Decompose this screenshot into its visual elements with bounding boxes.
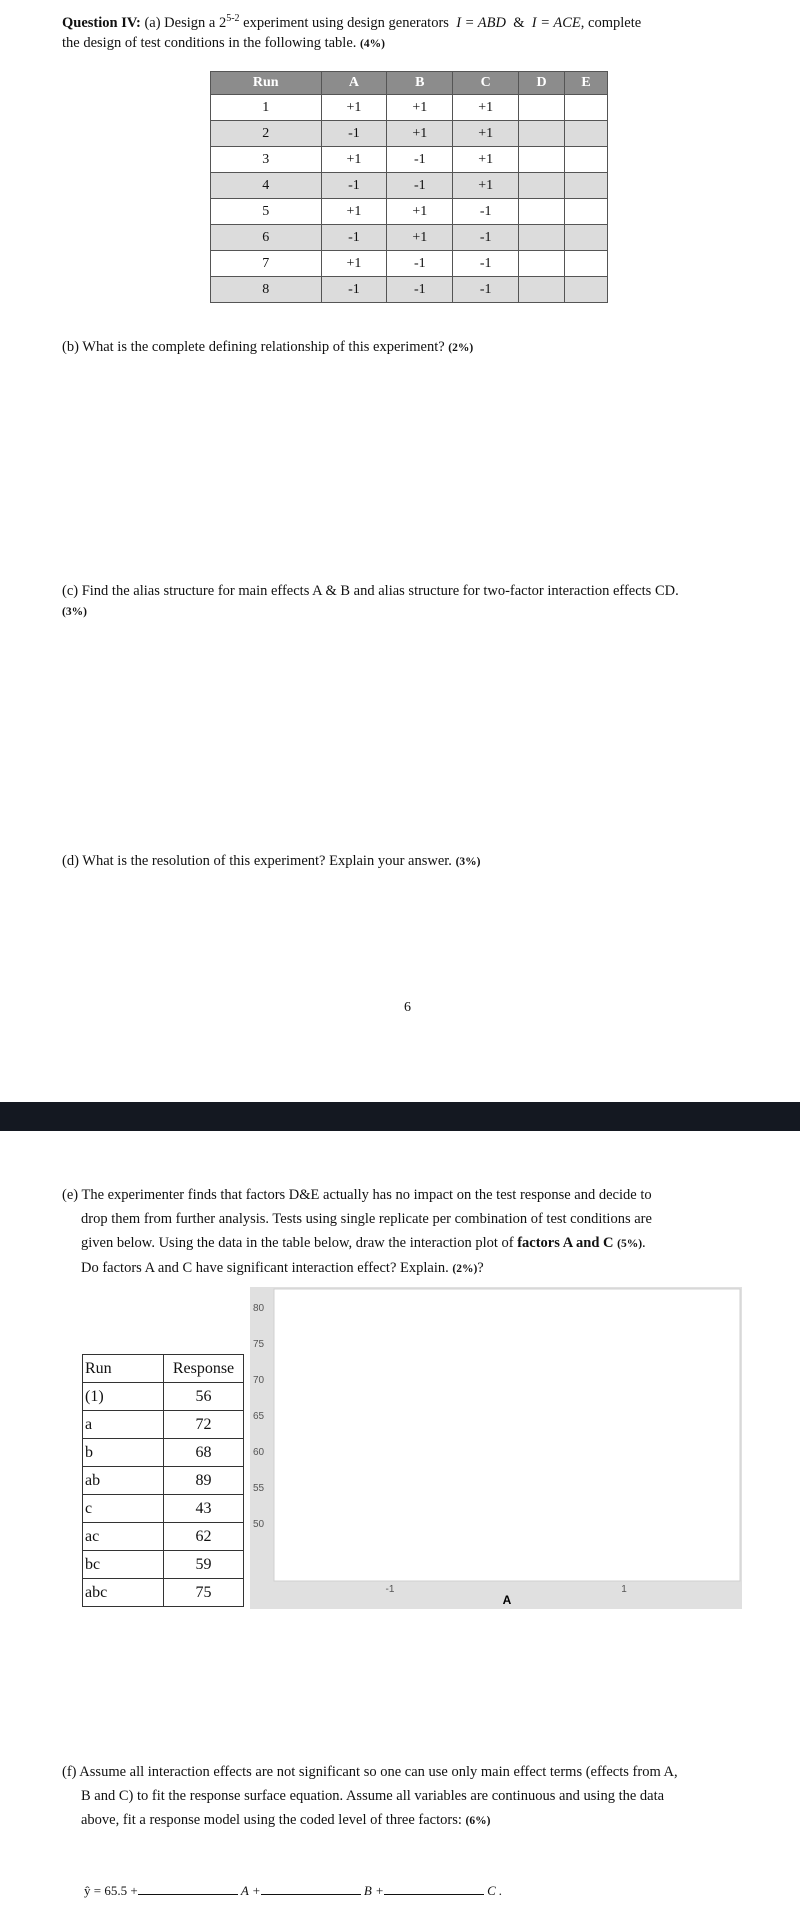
table-row <box>83 1383 244 1411</box>
b-cell: +1 <box>387 121 453 147</box>
table-row <box>211 277 608 303</box>
part-e-line-4: Do factors A and C have significant interaction effect? Explain. <box>81 1260 449 1276</box>
table-row <box>83 1551 244 1579</box>
question-a <box>62 9 762 54</box>
response-cell: 59 <box>164 1551 244 1579</box>
part-e-points-2: (2%) <box>452 1263 478 1275</box>
run-cell: c <box>83 1495 164 1523</box>
page-separator <box>0 1102 800 1131</box>
generator-2: I = ACE <box>531 14 581 31</box>
run-cell: 2 <box>211 121 322 147</box>
col-header-b: B <box>387 72 453 95</box>
part-f-line-1: (f) Assume all interaction effects are not significant so one can use only main effect terms (effects from A, <box>62 1764 678 1780</box>
d-cell[interactable] <box>519 121 565 147</box>
c-cell: -1 <box>453 277 519 303</box>
col-header-d: D <box>519 72 565 95</box>
part-e-line-1: (e) The experimenter finds that factors D&E actually has no impact on the test response and decide to <box>62 1187 652 1203</box>
a-cell: +1 <box>321 199 387 225</box>
run-cell: 5 <box>211 199 322 225</box>
part-c-text: (c) Find the alias structure for main effects A & B and alias structure for two-factor interaction effects CD. <box>62 583 679 599</box>
col-header-response: Response <box>164 1355 244 1383</box>
question-c <box>62 581 782 622</box>
table-row <box>211 95 608 121</box>
run-cell: 1 <box>211 95 322 121</box>
a-cell: -1 <box>321 121 387 147</box>
part-f-line-3: above, fit a response model using the coded level of three factors: <box>81 1812 462 1828</box>
run-cell: 4 <box>211 173 322 199</box>
response-cell: 68 <box>164 1439 244 1467</box>
part-e-line-3: given below. Using the data in the table below, draw the interaction plot of <box>81 1235 514 1251</box>
coef-b-blank[interactable] <box>261 1880 361 1895</box>
table-row <box>83 1467 244 1495</box>
part-a-points: (4%) <box>360 37 385 50</box>
question-f <box>62 1760 762 1833</box>
e-cell[interactable] <box>565 251 608 277</box>
y-tick-label: 70 <box>253 1375 265 1386</box>
e-cell[interactable] <box>565 121 608 147</box>
part-e-line-4-end: ? <box>477 1260 484 1276</box>
x-axis-label: A <box>502 1593 512 1607</box>
c-cell: -1 <box>453 225 519 251</box>
table-row <box>211 199 608 225</box>
table-row <box>83 1439 244 1467</box>
coef-a-blank[interactable] <box>138 1880 238 1895</box>
b-cell: -1 <box>387 251 453 277</box>
table-row <box>83 1523 244 1551</box>
part-a-text-2: experiment using design generators <box>243 14 449 31</box>
part-a-text-1: (a) Design a <box>144 14 216 31</box>
c-cell: +1 <box>453 121 519 147</box>
part-a-text-3: , complete <box>580 14 642 31</box>
ampersand: & <box>513 14 525 31</box>
part-e-line-2: drop them from further analysis. Tests using single replicate per combination of test conditions are <box>81 1211 652 1227</box>
table-row <box>211 225 608 251</box>
part-e-line-3-end: . <box>642 1235 646 1251</box>
design-table-header <box>211 72 608 95</box>
part-c-points: (3%) <box>62 606 87 618</box>
table-row <box>83 1495 244 1523</box>
d-cell[interactable] <box>519 199 565 225</box>
b-cell: +1 <box>387 225 453 251</box>
d-cell[interactable] <box>519 173 565 199</box>
x-tick-label: -1 <box>385 1584 395 1595</box>
c-cell: +1 <box>453 173 519 199</box>
part-f-points: (6%) <box>465 1815 491 1827</box>
response-cell: 89 <box>164 1467 244 1495</box>
y-tick-label: 60 <box>253 1447 265 1458</box>
y-tick-label: 50 <box>253 1519 265 1530</box>
response-cell: 56 <box>164 1383 244 1411</box>
response-cell: 75 <box>164 1579 244 1607</box>
d-cell[interactable] <box>519 147 565 173</box>
b-cell: +1 <box>387 199 453 225</box>
a-cell: +1 <box>321 95 387 121</box>
run-cell: 3 <box>211 147 322 173</box>
part-a-text-4: the design of test conditions in the following table. <box>62 34 357 51</box>
run-cell: 7 <box>211 251 322 277</box>
a-cell: -1 <box>321 173 387 199</box>
table-row <box>211 121 608 147</box>
equation-b-term: B + <box>363 1883 384 1898</box>
a-cell: -1 <box>321 225 387 251</box>
col-header-a: A <box>321 72 387 95</box>
e-cell[interactable] <box>565 147 608 173</box>
design-table <box>210 71 608 303</box>
part-d-text: (d) What is the resolution of this experiment? Explain your answer. <box>62 853 452 869</box>
x-tick-label: 1 <box>621 1584 627 1595</box>
response-table-header <box>83 1355 244 1383</box>
question-label: Question IV: <box>62 14 141 31</box>
question-d <box>62 851 762 872</box>
d-cell[interactable] <box>519 225 565 251</box>
col-header-c: C <box>453 72 519 95</box>
table-row <box>211 147 608 173</box>
a-cell: +1 <box>321 251 387 277</box>
coef-c-blank[interactable] <box>384 1880 484 1895</box>
response-cell: 62 <box>164 1523 244 1551</box>
question-b <box>62 337 762 358</box>
run-cell: bc <box>83 1551 164 1579</box>
e-cell[interactable] <box>565 199 608 225</box>
equation-a-term: A + <box>240 1883 261 1898</box>
response-cell: 72 <box>164 1411 244 1439</box>
col-header-e: E <box>565 72 608 95</box>
table-row <box>83 1579 244 1607</box>
run-cell: ab <box>83 1467 164 1495</box>
c-cell: -1 <box>453 251 519 277</box>
run-cell: b <box>83 1439 164 1467</box>
design-notation: 2$^{5-2}$ <box>218 13 240 31</box>
page-number: 6 <box>404 1000 411 1015</box>
table-row <box>211 251 608 277</box>
run-cell: 8 <box>211 277 322 303</box>
c-cell: +1 <box>453 95 519 121</box>
e-cell[interactable] <box>565 173 608 199</box>
interaction-plot[interactable] <box>250 1287 742 1609</box>
y-tick-label: 80 <box>253 1303 265 1314</box>
run-cell: 6 <box>211 225 322 251</box>
c-cell: +1 <box>453 147 519 173</box>
question-e <box>62 1183 762 1281</box>
part-f-line-2: B and C) to fit the response surface equation. Assume all variables are continuous and using the data <box>81 1788 665 1804</box>
y-tick-label: 65 <box>253 1411 265 1422</box>
part-d-points: (3%) <box>455 856 481 868</box>
part-e-points-1: (5%) <box>617 1238 643 1250</box>
plot-area[interactable] <box>274 1289 740 1581</box>
table-row <box>211 173 608 199</box>
c-cell: -1 <box>453 199 519 225</box>
b-cell: +1 <box>387 95 453 121</box>
e-cell[interactable] <box>565 95 608 121</box>
part-b-points: (2%) <box>448 342 474 354</box>
b-cell: -1 <box>387 147 453 173</box>
part-e-factors: factors A and C <box>517 1235 614 1251</box>
equation-intercept: ŷ = 65.5 + <box>84 1883 138 1898</box>
generator-1: I = ABD <box>456 14 506 31</box>
b-cell: -1 <box>387 277 453 303</box>
run-cell: ac <box>83 1523 164 1551</box>
d-cell[interactable] <box>519 95 565 121</box>
run-cell: (1) <box>83 1383 164 1411</box>
table-row <box>83 1411 244 1439</box>
col-header-run: Run <box>83 1355 164 1383</box>
d-cell[interactable] <box>519 251 565 277</box>
d-cell[interactable] <box>519 277 565 303</box>
a-cell: +1 <box>321 147 387 173</box>
response-equation <box>84 1880 724 1901</box>
response-cell: 43 <box>164 1495 244 1523</box>
a-cell: -1 <box>321 277 387 303</box>
e-cell[interactable] <box>565 277 608 303</box>
part-b-text: (b) What is the complete defining relationship of this experiment? <box>62 339 445 355</box>
equation-c-term: C . <box>487 1883 503 1898</box>
y-tick-label: 55 <box>253 1483 265 1494</box>
run-cell: abc <box>83 1579 164 1607</box>
b-cell: -1 <box>387 173 453 199</box>
col-header-run: Run <box>211 72 322 95</box>
y-tick-label: 75 <box>253 1339 265 1350</box>
run-cell: a <box>83 1411 164 1439</box>
response-table <box>82 1354 244 1607</box>
e-cell[interactable] <box>565 225 608 251</box>
